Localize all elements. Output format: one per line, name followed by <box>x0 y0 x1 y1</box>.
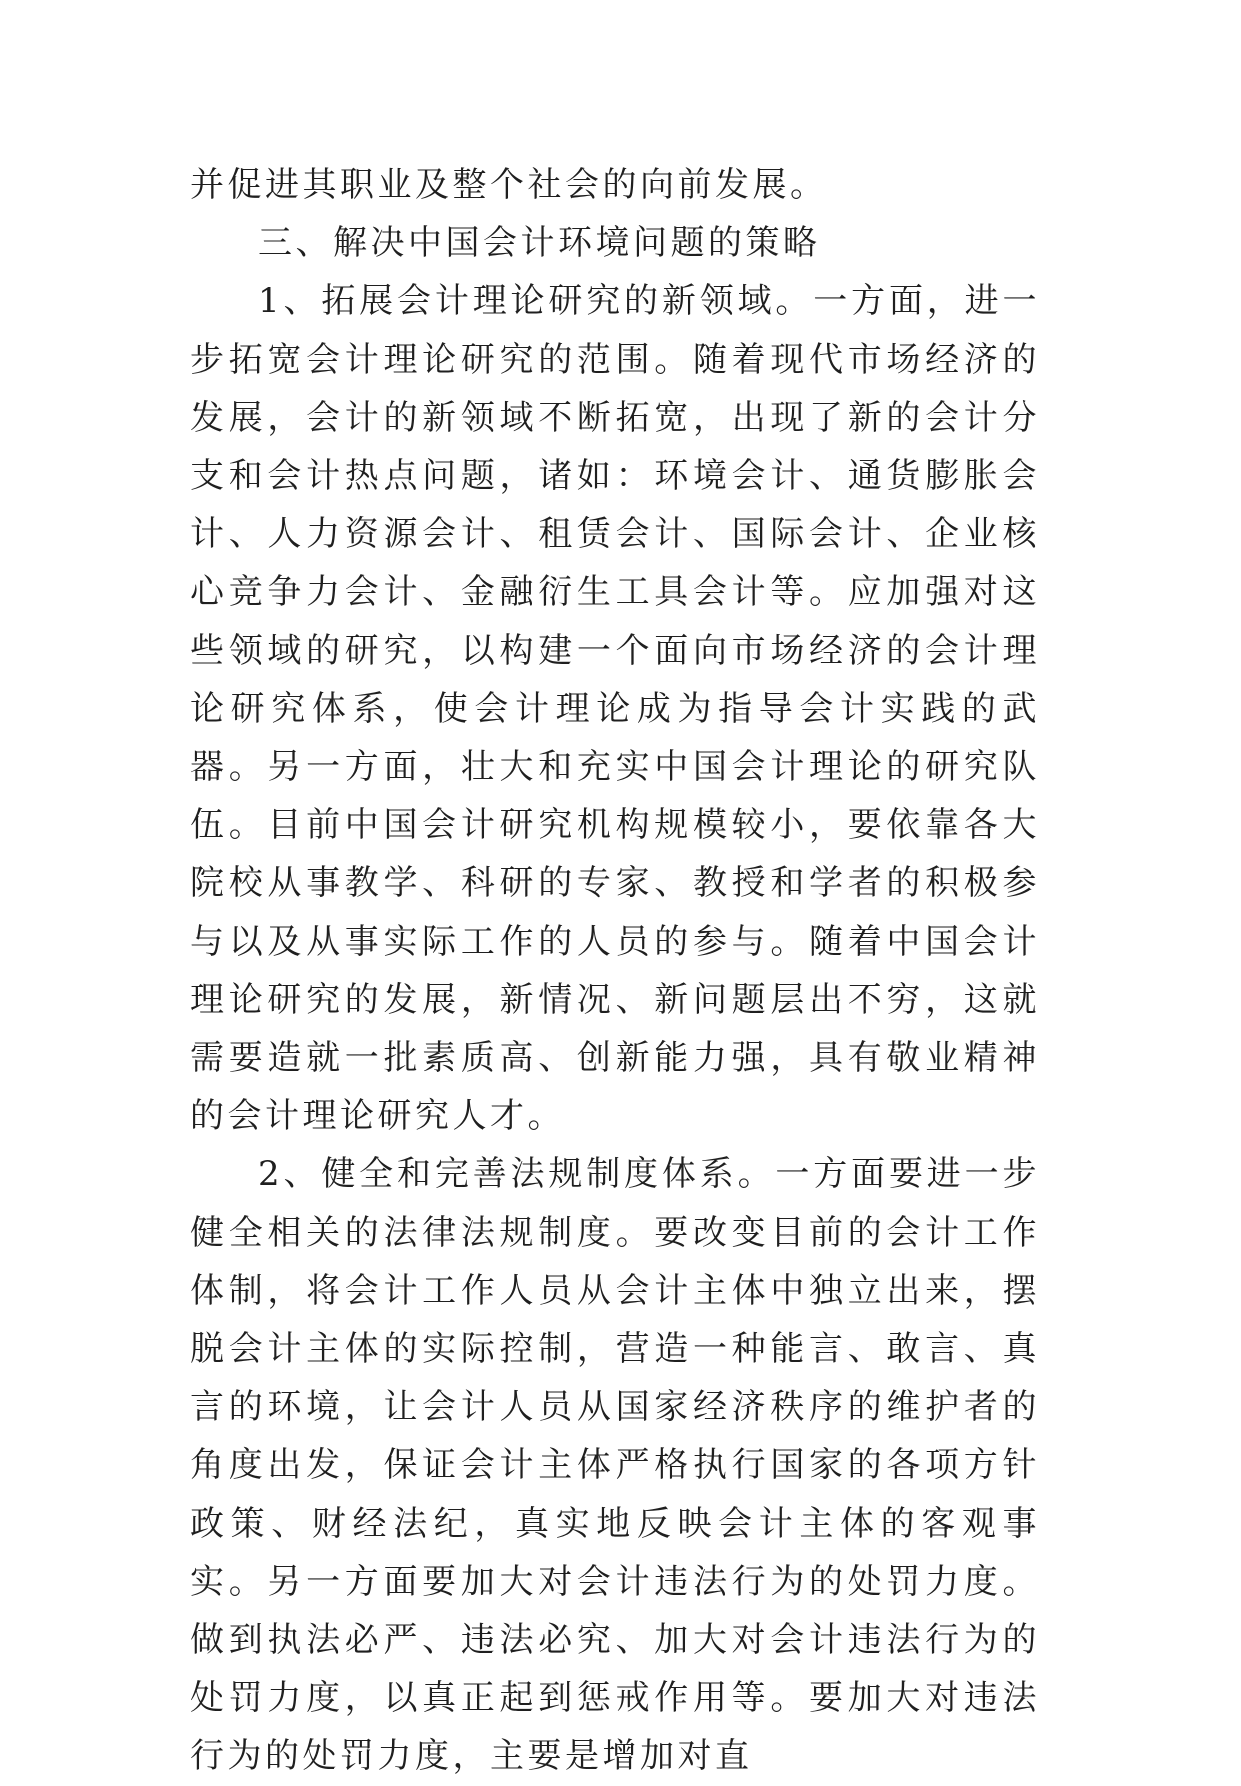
section-heading: 三、解决中国会计环境问题的策略 <box>258 223 821 264</box>
paragraph-strategy-1: 1、拓展会计理论研究的新领域。一方面，进一步拓宽会计理论研究的范围。随着现代市场经济的发展，会计的新领域不断拓宽，出现了新的会计分支和会计热点问题，诸如：环境会计、通货膨胀会计、人力资源会计、租赁会计、国际会计、企业核心竞争力会计、金融衍生工具会计等。应加强对这些领域的研究，以构建一个面向市场经济的会计理论研究体系，使会计理论成为指导会计实践的武器。另一方面，壮大和充实中国会计理论的研究队伍。目前中国会计研究机构规模较小，要依靠各大院校从事教学、科研的专家、教授和学者的积极参与以及从事实际工作的人员的参与。随着中国会计理论研究的发展，新情况、新问题层出不穷，这就需要造就一批素质高、创新能力强，具有敬业精神的会计理论研究人才。 <box>190 281 1040 1137</box>
paragraph-strategy-2: 2、健全和完善法规制度体系。一方面要进一步健全相关的法律法规制度。要改变目前的会计工作体制，将会计工作人员从会计主体中独立出来，摆脱会计主体的实际控制，营造一种能言、敢言、真言的环境，让会计人员从国家经济秩序的维护者的角度出发，保证会计主体严格执行国家的各项方针政策、财经法纪，真实地反映会计主体的客观事实。另一方面要加大对会计违法行为的处罚力度。做到执法必严、违法必究、加大对会计违法行为的处罚力度，以真正起到惩戒作用等。要加大对违法行为的处罚力度，主要是增加对直 <box>190 1154 1040 1777</box>
document-body <box>190 156 1040 1786</box>
paragraph-continuation: 并促进其职业及整个社会的向前发展。 <box>190 165 828 205</box>
